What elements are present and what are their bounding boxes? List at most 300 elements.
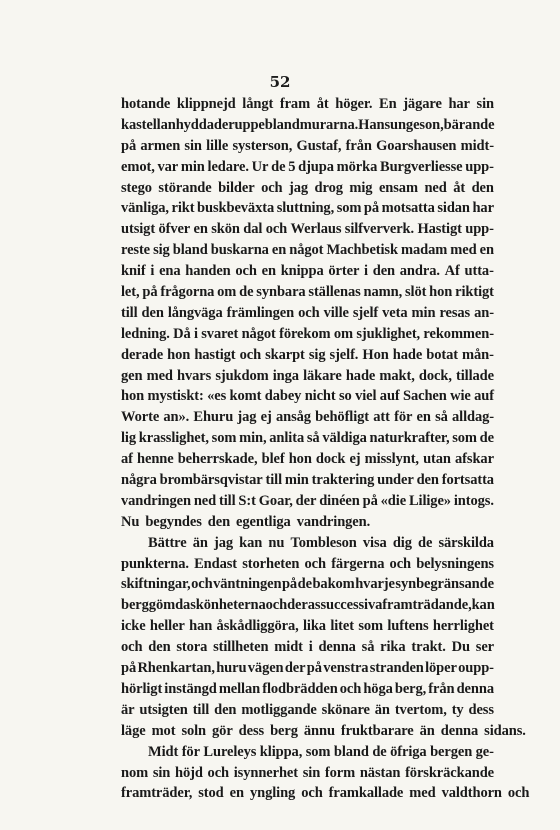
word: under (377, 472, 414, 489)
word: på (306, 660, 322, 677)
word: sin (302, 764, 321, 781)
word: midt (274, 639, 303, 656)
word: skarpt (265, 346, 305, 363)
word: valdthorn (441, 785, 502, 802)
word: hade (392, 346, 423, 363)
word: har (472, 200, 494, 217)
word: långväga (167, 304, 223, 321)
word: naturkrafter, (369, 430, 450, 447)
word: jag (214, 534, 234, 551)
word: framkallade (328, 785, 404, 802)
word: gömda (148, 597, 191, 614)
word: wie (450, 388, 471, 405)
word: fruktbarare (340, 722, 414, 739)
word: rika (380, 639, 406, 656)
word: fortsatta (441, 472, 494, 489)
word: de (372, 743, 387, 760)
word: en (261, 263, 276, 280)
word: störande (158, 179, 212, 196)
word: denna (318, 639, 356, 656)
word: botat (426, 346, 458, 363)
word: så (361, 639, 375, 656)
word: ned (193, 492, 217, 509)
text-line (121, 157, 494, 178)
text-line (121, 470, 494, 491)
word: läge (121, 722, 146, 739)
word: Goar, (258, 492, 293, 509)
word: gen (121, 367, 143, 384)
word: berg, (394, 680, 427, 697)
text-line (121, 219, 494, 240)
word: så (306, 430, 320, 447)
text-line (121, 595, 494, 616)
word: för (181, 743, 200, 760)
word: beherrskade, (177, 451, 258, 468)
word: kastellanhydda (121, 116, 214, 133)
word: framträdande, (382, 597, 472, 614)
word: Hastigt (417, 221, 462, 238)
word: nästan (359, 764, 401, 781)
word: och (121, 639, 143, 656)
word: dinéen (319, 492, 360, 509)
word: viel (355, 388, 377, 405)
word: Lureleys (203, 743, 257, 760)
text-line (121, 94, 494, 115)
word: och (265, 597, 288, 614)
word: Hon (362, 346, 389, 363)
word: hon (429, 284, 453, 301)
word: den (471, 179, 494, 196)
text-line (121, 428, 494, 449)
text-line (121, 742, 494, 763)
word: hvars (177, 367, 212, 384)
word: jag (289, 179, 309, 196)
text-line (121, 637, 494, 658)
word: löper (425, 660, 457, 677)
word: väldiga (322, 430, 367, 447)
word: derade (121, 346, 164, 363)
word: berg (270, 722, 298, 739)
word: synbara (256, 284, 306, 301)
word: afskar (455, 451, 494, 468)
word: Af (444, 263, 460, 280)
word: som (452, 430, 477, 447)
word: på (121, 137, 137, 154)
word: en (229, 785, 244, 802)
word: behöfligt (315, 409, 370, 426)
word: sidans. (484, 722, 526, 739)
word: vägen (247, 660, 284, 677)
word: sig (308, 346, 326, 363)
word: Ur (251, 158, 269, 175)
word: herrlighet (432, 618, 494, 635)
word: upp- (465, 158, 494, 175)
text-line (121, 700, 494, 721)
word: makt, (379, 367, 415, 384)
word: form (324, 764, 356, 781)
word: mörka (336, 158, 378, 175)
word: färgerna (331, 555, 385, 572)
word: min, (239, 430, 267, 447)
word: djupa (298, 158, 334, 175)
word: från (345, 137, 372, 154)
word: blef (261, 451, 285, 468)
word: åskådliggöra, (216, 618, 299, 635)
word: kan (239, 534, 263, 551)
word: dabey (264, 388, 302, 405)
word: öfriga (390, 743, 427, 760)
word: min (411, 304, 436, 321)
word: med (450, 242, 477, 259)
word: från (428, 680, 455, 697)
word: henne (137, 451, 174, 468)
text-line (121, 198, 494, 219)
word: så (435, 409, 448, 426)
word: bland (172, 242, 208, 259)
word: stillheten (213, 639, 269, 656)
word: ge- (475, 743, 494, 760)
word: ensam (378, 179, 418, 196)
word: egentliga (236, 513, 291, 530)
word: utta- (464, 263, 494, 280)
word: utsigt (121, 221, 156, 238)
word: let, (121, 284, 140, 301)
word: som (305, 743, 331, 760)
word: venstra (323, 660, 369, 677)
word: auf (474, 388, 494, 405)
word: traktering (311, 472, 375, 489)
word: i (150, 263, 155, 280)
word: oupp- (458, 660, 494, 677)
word: bergen (430, 743, 473, 760)
word: sluttning, (276, 200, 335, 217)
word: skiftningar, (121, 576, 191, 593)
word: med (146, 367, 173, 384)
word: alldag- (451, 409, 494, 426)
word: Werlaus (290, 221, 342, 238)
word: långt (242, 96, 274, 112)
word: murarna. (299, 116, 359, 133)
word: isynnerhet (233, 764, 298, 781)
word: lika (302, 618, 326, 635)
text-line (121, 763, 494, 784)
word: och (507, 785, 530, 802)
word: denna (440, 722, 479, 739)
word: Burgverliesse (380, 158, 463, 175)
word: sin (476, 96, 494, 112)
word: Goarshausen (376, 137, 457, 154)
word: Hans (358, 116, 390, 133)
word: sjelf. (329, 346, 359, 363)
word: deruppe (213, 116, 265, 133)
word: synbegränsande (395, 576, 494, 593)
text-line (121, 240, 494, 261)
word: vänliga, (121, 200, 169, 217)
word: buskbeväxta (197, 200, 275, 217)
word: än (419, 722, 435, 739)
word: hon (121, 388, 145, 405)
word: lille (206, 137, 229, 154)
word: några (121, 472, 157, 489)
word: nu (268, 534, 285, 551)
word: riktigt (455, 284, 494, 301)
word: dig (392, 534, 412, 551)
word: visa (362, 534, 387, 551)
word: successiva (320, 597, 383, 614)
word: på (142, 284, 158, 301)
word: ville (323, 304, 349, 321)
word: till (192, 701, 210, 718)
word: hotande (121, 96, 171, 112)
word: intogs. (453, 492, 494, 509)
word: och (389, 555, 411, 572)
word: har (448, 96, 470, 112)
word: auf (379, 388, 400, 405)
text-line (121, 533, 494, 554)
word: ansåg (275, 409, 311, 426)
word: ty (451, 701, 464, 718)
text-line (121, 178, 494, 199)
word: en (479, 242, 494, 259)
word: hon (167, 346, 191, 363)
word: på (362, 492, 378, 509)
text-line (121, 554, 494, 575)
word: Endast (194, 555, 238, 572)
word: Rhenkartan, (137, 660, 215, 677)
word: dess (238, 722, 265, 739)
word: der (295, 492, 317, 509)
word: något (289, 242, 324, 259)
text-line (121, 491, 494, 512)
word: åt (316, 96, 329, 112)
word: resas (439, 304, 471, 321)
word: ned (424, 179, 447, 196)
word: dess (468, 701, 494, 718)
word: sin (184, 137, 202, 154)
word: som (211, 430, 237, 447)
word: rekommen- (423, 325, 494, 342)
text-line (121, 366, 494, 387)
word: begyndes (145, 513, 202, 530)
word: bilder (218, 179, 255, 196)
word: son, (419, 116, 444, 133)
word: instängd (164, 680, 217, 697)
word: Machbetisk (326, 242, 398, 259)
word: mot (151, 722, 176, 739)
word: Tombleson (290, 534, 357, 551)
word: stego (121, 179, 152, 196)
word: namn, (363, 284, 403, 301)
word: skön (211, 221, 240, 238)
word: denna (456, 680, 494, 697)
word: något (241, 325, 276, 342)
word: klippnejd (176, 96, 236, 112)
word: bärande (443, 116, 495, 133)
word: den (141, 304, 164, 321)
word: systerson, (232, 137, 293, 154)
word: Du (451, 639, 470, 656)
word: stranden (369, 660, 424, 677)
word: till (265, 472, 282, 489)
word: misslynt, (364, 451, 419, 468)
word: och (235, 263, 257, 280)
word: unge (390, 116, 420, 133)
word: och (298, 304, 320, 321)
word: de (297, 576, 312, 593)
text-line (121, 136, 494, 157)
text-line (121, 407, 494, 428)
word: sin (152, 764, 171, 781)
word: 5 (288, 158, 296, 175)
text-line (121, 616, 494, 637)
word: knippa (280, 263, 324, 280)
text-line (121, 115, 494, 136)
text-line (121, 721, 526, 742)
word: än (192, 534, 208, 551)
word: och (339, 680, 362, 697)
word: till (219, 492, 236, 509)
word: åt (453, 179, 466, 196)
word: på (363, 200, 380, 217)
word: sidan (437, 200, 470, 217)
word: stora (176, 639, 208, 656)
word: ledning. (121, 325, 170, 342)
word: utan (423, 451, 451, 468)
word: brombärsqvistar (159, 472, 263, 489)
word: höga (363, 680, 393, 697)
word: komt (229, 388, 262, 405)
word: soln (181, 722, 207, 739)
word: storheten (242, 555, 300, 572)
word: och (301, 785, 323, 802)
word: den (207, 513, 231, 530)
word: emot, (121, 158, 155, 175)
word: särskilda (438, 534, 494, 551)
word: af (121, 451, 133, 468)
word: ställenas (308, 284, 361, 301)
word: huru (216, 660, 247, 677)
word: min (180, 158, 205, 175)
text-line (121, 574, 494, 595)
word: Då (173, 325, 191, 342)
text-line (121, 303, 494, 324)
word: Gustaf, (296, 137, 342, 154)
word: «es (207, 388, 227, 405)
word: de (479, 430, 494, 447)
word: i (193, 325, 198, 342)
word: frågorna (160, 284, 215, 301)
word: tillade (456, 367, 494, 384)
word: mån- (462, 346, 494, 363)
word: hon (288, 451, 312, 468)
word: trakt. (411, 639, 446, 656)
word: En (379, 96, 397, 112)
text-line (121, 261, 494, 282)
word: Ehuru (193, 409, 234, 426)
word: reste (121, 242, 151, 259)
word: yngling (249, 785, 296, 802)
word: ledare. (207, 158, 249, 175)
word: slöt (404, 284, 427, 301)
word: tvertom, (394, 701, 447, 718)
word: sjelf (352, 304, 379, 321)
word: dock (315, 451, 346, 468)
word: Midt (148, 743, 179, 760)
word: ena (159, 263, 181, 280)
word: och (207, 764, 229, 781)
word: mystiskt: (147, 388, 204, 405)
word: S:t (238, 492, 256, 509)
text-line (121, 449, 494, 470)
word: klippa, (259, 743, 303, 760)
word: litet (330, 618, 354, 635)
word: madam (401, 242, 448, 259)
word: fram (279, 96, 311, 112)
word: buskarna (210, 242, 269, 259)
word: knif (121, 263, 146, 280)
word: med (409, 785, 436, 802)
word: att (373, 409, 390, 426)
word: höjd (175, 764, 203, 781)
word: inga (272, 367, 299, 384)
word: nicht (304, 388, 336, 405)
word: framträder, (121, 785, 193, 802)
word: krasslighet, (138, 430, 209, 447)
word: hörligt (121, 680, 163, 697)
word: förskräckande (405, 764, 494, 781)
word: drog (314, 179, 343, 196)
text-line (121, 783, 530, 804)
word: han (189, 618, 213, 635)
word: lig (121, 430, 137, 447)
word: silfververk. (344, 221, 415, 238)
word: armen (140, 137, 181, 154)
word: icke (121, 618, 146, 635)
page-number: 52 (269, 73, 291, 91)
word: Lilige» (408, 492, 451, 509)
word: hastigt (194, 346, 236, 363)
word: hvarje (355, 576, 395, 593)
word: handen (185, 263, 231, 280)
word: midt- (460, 137, 494, 154)
word: vandringen. (296, 513, 371, 530)
word: jag (237, 409, 257, 426)
word: en (271, 242, 287, 259)
text-line (121, 679, 494, 700)
word: belysningens (416, 555, 494, 572)
word: stod (198, 785, 224, 802)
word: mig (349, 179, 373, 196)
word: var (157, 158, 179, 175)
word: än (374, 701, 390, 718)
word: ännu (303, 722, 335, 739)
word: de (239, 284, 254, 301)
word: som (336, 200, 362, 217)
word: väntningen (213, 576, 282, 593)
word: i (308, 639, 313, 656)
word: läkare (303, 367, 342, 384)
word: flodbrädden (262, 680, 338, 697)
word: om (333, 325, 353, 342)
word: heller (149, 618, 185, 635)
word: den (214, 701, 237, 718)
text-line (121, 345, 494, 366)
word: bakom (312, 576, 355, 593)
word: Nu (121, 513, 140, 530)
word: för (394, 409, 413, 426)
word: en (416, 409, 431, 426)
word: deras (287, 597, 321, 614)
